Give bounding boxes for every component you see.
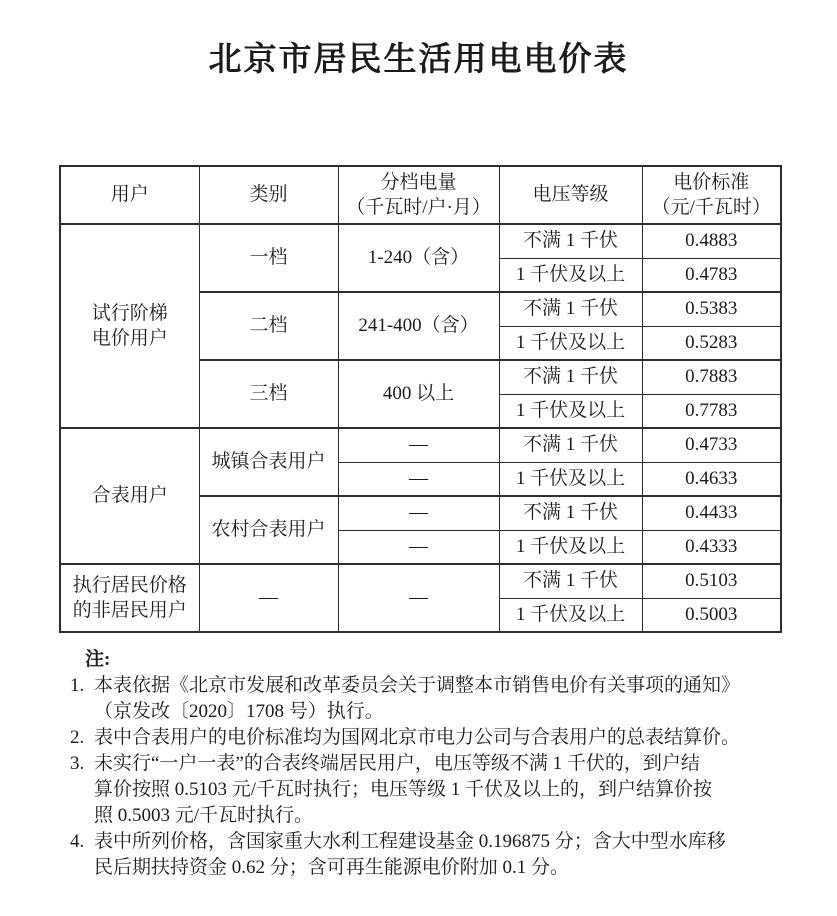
note-line: （京发改〔2020〕1708 号）执行。 [94,701,384,722]
category-cell: — [199,564,338,632]
user-group-tiered [60,224,199,428]
voltage-cell: 不满 1 千伏 [499,496,642,530]
table-row [60,428,781,462]
table-header-row [60,166,781,224]
price-cell: 0.5103 [642,564,781,598]
note-number: 4. [70,831,85,852]
voltage-cell: 1 千伏及以上 [499,530,642,564]
note-number: 2. [70,727,85,748]
volume-cell: 241-400（含） [338,292,499,360]
volume-cell: — [338,530,499,564]
header-price [642,166,781,224]
note-item-4 [70,829,785,881]
header-voltage: 电压等级 [499,166,642,224]
volume-cell: 400 以上 [338,360,499,428]
notes-section [70,647,785,881]
price-table [59,165,782,633]
user-group-non-resident-line2: 的非居民用户 [72,600,187,621]
user-group-non-resident-line1: 执行居民价格 [72,575,187,596]
header-user: 用户 [60,166,199,224]
user-group-tiered-line1: 试行阶梯 [91,303,168,324]
category-cell: 二档 [199,292,338,360]
price-cell: 0.5383 [642,292,781,326]
price-cell: 0.4783 [642,258,781,292]
category-cell: 农村合表用户 [199,496,338,564]
voltage-cell: 1 千伏及以上 [499,326,642,360]
category-cell: 城镇合表用户 [199,428,338,496]
price-cell: 0.5003 [642,598,781,632]
price-cell: 0.4633 [642,462,781,496]
note-line: 表中所列价格，含国家重大水利工程建设基金 0.196875 分；含大中型水库移 [94,831,726,852]
voltage-cell: 1 千伏及以上 [499,462,642,496]
price-cell: 0.4733 [642,428,781,462]
note-item-1 [70,673,785,725]
price-cell: 0.7783 [642,394,781,428]
header-volume [338,166,499,224]
category-cell: 一档 [199,224,338,292]
voltage-cell: 不满 1 千伏 [499,564,642,598]
voltage-cell: 不满 1 千伏 [499,428,642,462]
volume-cell: — [338,496,499,530]
volume-cell: — [338,462,499,496]
header-category: 类别 [199,166,338,224]
table-row [60,564,781,598]
note-line: 算价按照 0.5103 元/千瓦时执行；电压等级 1 千伏及以上的，到户结算价按 [94,779,713,800]
header-volume-title: 分档电量 [380,172,457,193]
voltage-cell: 1 千伏及以上 [499,598,642,632]
voltage-cell: 1 千伏及以上 [499,258,642,292]
note-line: 本表依据《北京市发展和改革委员会关于调整本市销售电价有关事项的通知》 [94,675,741,696]
notes-label: 注: [85,649,111,670]
volume-cell: — [338,564,499,632]
voltage-cell: 不满 1 千伏 [499,292,642,326]
note-number: 1. [70,675,85,696]
note-line: 照 0.5003 元/千瓦时执行。 [94,805,314,826]
voltage-cell: 1 千伏及以上 [499,394,642,428]
price-cell: 0.4883 [642,224,781,258]
price-cell: 0.7883 [642,360,781,394]
voltage-cell: 不满 1 千伏 [499,224,642,258]
user-group-tiered-line2: 电价用户 [91,328,168,349]
volume-cell: 1-240（含） [338,224,499,292]
table-row [60,224,781,258]
note-item-2 [70,725,785,751]
user-group-combined: 合表用户 [60,428,199,564]
page-title: 北京市居民生活用电电价表 [208,39,629,78]
note-line: 未实行“一户一表”的合表终端居民用户，电压等级不满 1 千伏的，到户结 [94,753,700,774]
volume-cell: — [338,428,499,462]
header-volume-unit: （千瓦时/户·月） [346,197,491,218]
header-price-unit: （元/千瓦时） [651,197,771,218]
note-number: 3. [70,753,85,774]
note-line: 民后期扶持资金 0.62 分；含可再生能源电价附加 0.1 分。 [94,857,570,878]
category-cell: 三档 [199,360,338,428]
price-cell: 0.5283 [642,326,781,360]
user-group-non-resident [60,564,199,632]
price-cell: 0.4333 [642,530,781,564]
note-item-3 [70,751,785,829]
price-cell: 0.4433 [642,496,781,530]
voltage-cell: 不满 1 千伏 [499,360,642,394]
note-line: 表中合表用户的电价标准均为国网北京市电力公司与合表用户的总表结算价。 [94,727,741,748]
header-price-title: 电价标准 [673,172,750,193]
